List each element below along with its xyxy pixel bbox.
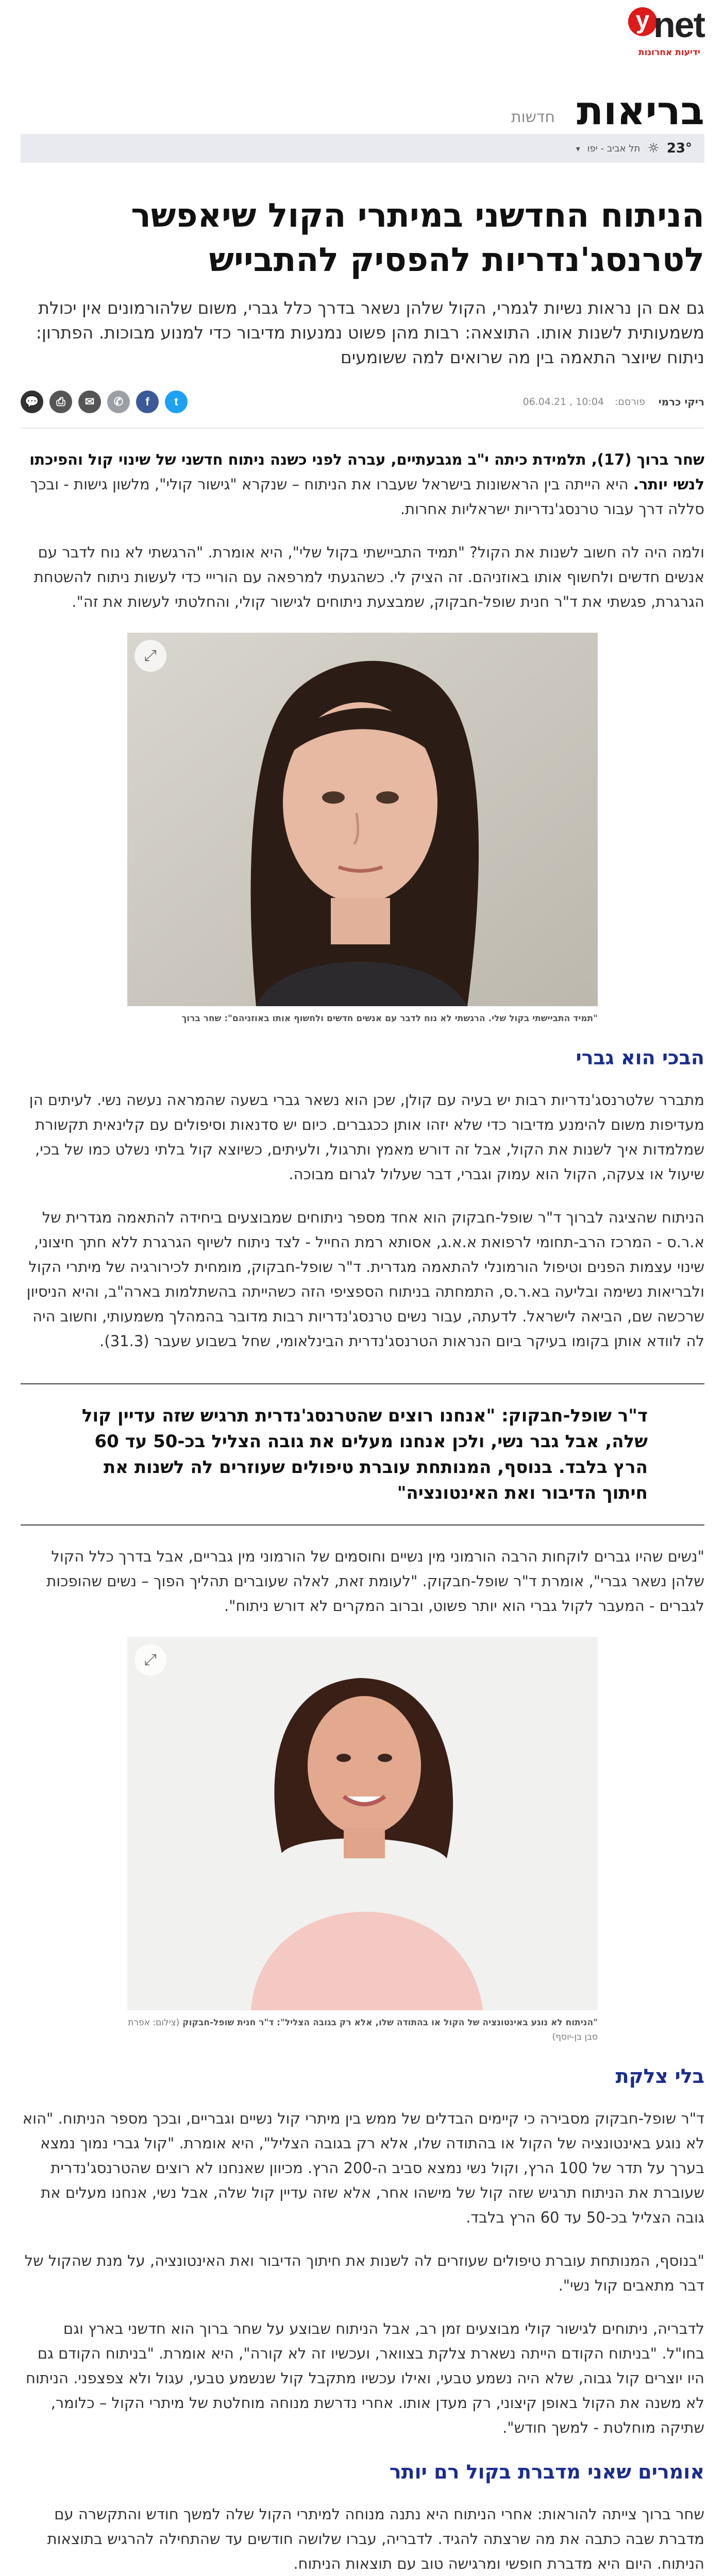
whatsapp-icon[interactable]: ✆: [107, 391, 130, 413]
divider: [21, 428, 704, 429]
facebook-icon[interactable]: f: [136, 391, 159, 413]
photo-caption-2: [127, 2015, 598, 2044]
publish-date: 06.04.21 , 10:04: [522, 396, 604, 408]
paragraph-7: "בנוסף, המנותחת עוברת טיפולים שעוזרים לה לשנות את חיתוך הדיבור ואת האינטונציה, על מנת שהקול של דבר מתאבים קול נשי".: [24, 2252, 704, 2294]
paragraph-1: [21, 447, 704, 521]
expand-icon[interactable]: ⤢: [134, 640, 166, 672]
site-header: [0, 0, 725, 77]
paragraph-1-lead: שחר ברוך (17), תלמידת כיתה י"ב מגבעתיים, עברה לפני כשנה ניתוח חדשני של שינוי קול והפיכתו לנשי יותר.: [29, 451, 704, 493]
sun-icon: ☼: [647, 141, 660, 156]
share-bar: [21, 391, 188, 413]
weather-temperature: 23°: [666, 141, 692, 156]
print-icon[interactable]: ⎙: [49, 391, 72, 413]
expand-icon[interactable]: ⤢: [134, 1644, 166, 1676]
logo-subtitle: ידיעות אחרונות: [638, 47, 700, 58]
paragraph-1-rest: היא הייתה בין הראשונות בישראל שעברו את הניתוח – שנקרא "גישור קולי", מלשון גישות - ובכך סללה דרך עבור טרנסג'נדריות ישראליות אחרות.: [30, 476, 704, 518]
paragraph-9: שחר ברוך צייתה להוראות: אחרי הניתוח היא נתנה מנוחה למיתרי הקול שלה למשך חודש והתקשרה עם מדברת שבה כתבה את מה שרצתה להגיד. לדבריה, עברו שלושה חודשים עד שהתחילה להרגיש בתוצאות הניתוח. היום היא מדברת חופשי ומרגישה טוב עם תוצאות הניתוח.: [47, 2505, 704, 2572]
photo-dr-shopel-havakuk[interactable]: [127, 1637, 598, 2010]
paragraph-5: "נשים שהיו גברים לוקחות הרבה הורמוני מין נשיים וחוסמים של הורמוני מין גבריים, אבל בדרך כלל הקול שלהן נשאר גברי", אומרת ד"ר שופל-חבקוק. "לעומת זאת, לאלה שעוברים תהליך הפוך – נשים שהופכות לגברים - המעבר לקול גברי הוא יותר פשוט, וברוב המקרים לא דורש ניתוח".: [46, 1548, 704, 1615]
paragraph-6: ד"ר שופל-חבקוק מסבירה כי קיימים הבדלים של ממש בין מיתרי קול נשיים וגבריים, ובכך מספר הניתוח. "הוא לא נוגע באינטונציה של הקול או בהתודה שלו, אלא רק בגובה הצליל", היא אומרת. "קול גברי נמוך נמצא בערך על תדר של 100 הרץ, וקול נשי נמצא סביב ה-200 הרץ. מכיוון שאנחנו לא רוצים שהטרנסג'נדרית שעוברת את הניתוח תרגיש שזה קול של מישהו אחר, אלא שזה עדיין קול שלה, אבל נשי, אנחנו מעלים את גובה הצליל בכ-50 עד 60 הרץ בלבד.: [22, 2110, 704, 2226]
published-label: פורסם:: [614, 396, 645, 408]
chevron-down-icon[interactable]: ▾: [576, 143, 580, 154]
weather-bar[interactable]: [21, 134, 704, 163]
channel-title[interactable]: בריאות: [577, 88, 704, 133]
article-headline: הניתוח החדשני במיתרי הקול שיאפשר לטרנסג'נדריות להפסיק להתבייש: [131, 197, 704, 279]
quote-bottom-rule: [21, 1524, 704, 1526]
logo-word: net: [653, 5, 704, 45]
author-name[interactable]: ריקי כרמי: [658, 396, 704, 408]
mail-icon[interactable]: ✉: [78, 391, 101, 413]
portrait-illustration: [127, 633, 598, 1006]
comments-icon[interactable]: 💬: [21, 391, 43, 413]
paragraph-3: מתברר שלטרנסג'נדריות רבות יש בעיה עם קולן, שכן הוא נשאר גברי בשעה שהמראה נעשה נשי. לעיתים הן מעדיפות משום להימנע מדיבור כדי שלא יזהו אותן ככגברים. כיום יש סדנאות וסיפולים עם קלינאית תקשורת שמלמדות איך לשנות את הקול, אבל זה דורש מאמץ ותרגול, ולעיתים, כשיוצא קול בלתי נשלט כמו של בכי, שיעול או צעקה, הקול הוא עמוק וגברי, דבר שעלול לגרום מבוכה.: [29, 1091, 704, 1183]
photo-credit: (צילום: אפרת סבן בן-יוסף): [128, 2018, 598, 2042]
section-title-louder: אומרים שאני מדברת בקול רם יותר: [389, 2461, 704, 2483]
paragraph-2: ולמה היה לה חשוב לשנות את הקול? "תמיד התביישתי בקול שלי", היא אומרת. "הרגשתי לא נוח לדבר עם אנשים חדשים ולחשוף אותו באוזניהם. זה הציק לי. כשהגעתי למרפאה עם הורייי כדי לעשות ניתוח להשטחת הגרגרת, פגשתי את ד"ר חנית שופל-חבקוק, שמבצעת ניתוחים לגישור קולי, והחלטתי לעשות את זה".: [33, 544, 704, 611]
photo-caption-2-text: "הניתוח לא נוגע באינטונציה של הקול או בהתודה שלו, אלא רק בגובה הצליל": ד"ר חנית שופל-חבקוק: [182, 2018, 598, 2028]
paragraph-4: הניתוח שהציגה לברוך ד"ר שופל-חבקוק הוא אחד מספר ניתוחים שמבוצעים ביחידה להתאמה מגדרית של א.ר.ס - המרכז הרב-תחומי לרפואת א.א.ג, אסותא רמת החייל - לצד ניתוח לשיוף הגרגרת ללא חתך חיצוני, שינוי עצמות הפנים וטיפול הורמונלי להתאמה מגדרית. ד"ר שופל-חבקוק, מומחית לכירורגיה של מיתרי הקול ולבריאות נשימה ובליעה בא.ר.ס, התמחתה בניתוח הספציפי הזה כשהייתה בהשתלמות בארה"ב, והיא הניסיון שרכשה שם, הביאה לישראל. לדעתה, עבור נשים טרנסג'נדריות רבות מדובר בהמהלך משמעותי, וחשוב היה לה לוודא אותן בקומו בעיקר ביום הנראות הטרנסג'נדרית הבינלאומי, שחל בשבוע שעבר (31.3).: [26, 1209, 704, 1350]
quote-top-rule: [21, 1383, 704, 1384]
twitter-icon[interactable]: t: [165, 391, 188, 413]
photo-caption-1: "תמיד התביישתי בקול שלי. הרגשתי לא נוח לדבר עם אנשים חדשים ולחשוף אותו באוזניהם": שחר ברוך: [181, 1013, 598, 1024]
weather-city: תל אביב - יפו: [587, 143, 640, 154]
section-title-no-scar: בלי צלקת: [615, 2065, 704, 2088]
section-title-crying: הבכי הוא גברי: [576, 1046, 704, 1069]
byline: [21, 391, 704, 416]
portrait-illustration-2: [127, 1637, 598, 2010]
channel-link-news[interactable]: חדשות: [511, 108, 555, 126]
logo-circle: y: [628, 7, 657, 36]
pull-quote: ד"ר שופל-חבקוק: "אנחנו רוצים שהטרנסג'נדרית תרגיש שזה עדיין קול שלה, אבל גבר נשי, ולכן אנחנו מעלים את גובה הצליל בכ-50 עד 60 הרץ בלבד. בנוסף, המנותחת עוברת טיפולים שעוזרים לה לשנות את חיתוך הדיבור ואת האינטונציה": [81, 1405, 648, 1503]
ynet-logo[interactable]: [628, 7, 704, 69]
article-subtitle: גם אם הן נראות נשיות לגמרי, הקול שלהן נשאר בדרך כלל גברי, משום שלהורמונים אין יכולת משמעותית לשנות אותו. התוצאה: רבות מהן פשוט נמנעות מדיבור כדי למנוע מבוכות. הפתרון: ניתוח שיוצר התאמה בין מה שרואים למה ששומעים: [36, 298, 704, 367]
photo-shahar-baruch[interactable]: [127, 633, 598, 1006]
paragraph-8: לדבריה, ניתוחים לגישור קולי מבוצעים זמן רב, אבל הניתוח שבוצע על שחר ברוך הוא חדשני בארץ וגם בחו"ל. "בניתוח הקודם הייתה נשארת צלקת בצוואר, ועכשיו זה לא קורה", היא אומרת. "בניתוח הקודם גם היו יוצרים קול גבוה, שלא היה נשמע טבעי, ואילו עכשיו מתקבל קול שנשמע טבעי, עגול ולא צפצפני. הניתוח לא משנה את הקול באופן קיצוני, רק מעדן אותו. אחרי נדרשת מנוחה מוחלטת של מיתרי הקול – כלומר, שתיקה מוחלטת - למשך חודש".: [26, 2320, 704, 2436]
channel-row: [0, 77, 725, 134]
